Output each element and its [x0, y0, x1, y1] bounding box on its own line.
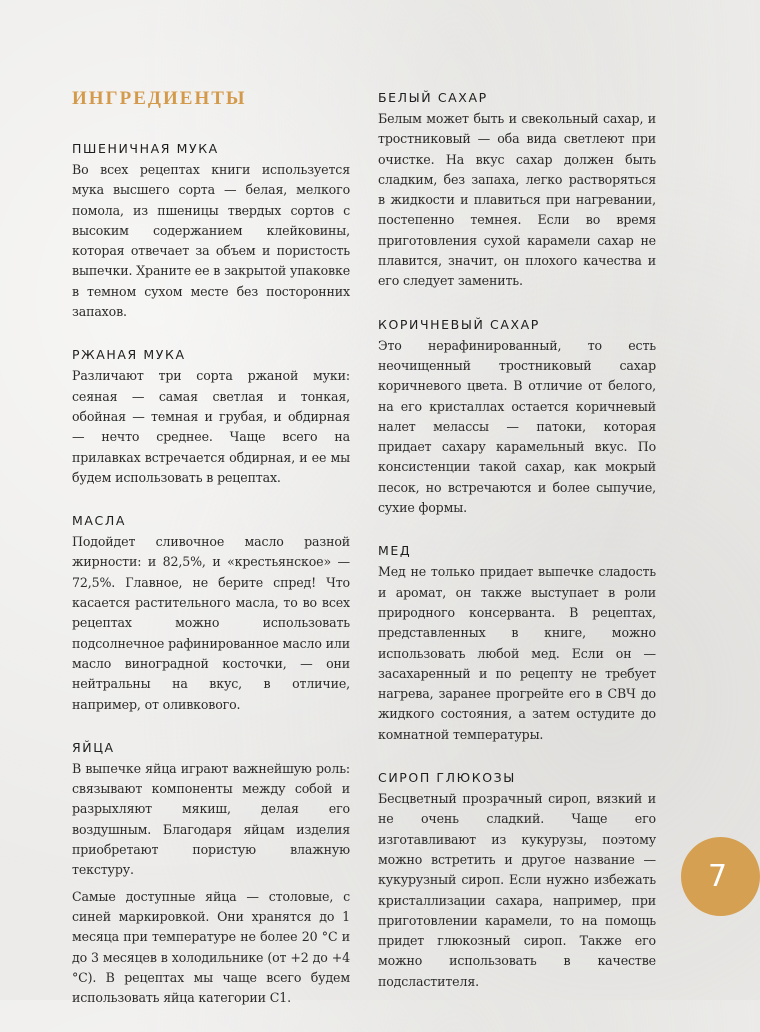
section-heading: ПШЕНИЧНАЯ МУКА [72, 141, 219, 156]
section-paragraph: Различают три сорта ржаной муки: сеяная — самая светлая и тонкая, обойная — темная и грубая, и обдирная — нечто среднее. Чаще всего на прилавках встречается обдирная, и ее мы будем использовать в рецептах. [72, 368, 350, 485]
page-number-badge: 7 [681, 837, 760, 916]
section-paragraph: Это нерафинированный, то есть неочищенный тростниковый сахар коричневого цвета. В отличие от белого, на его кристаллах остается коричневый налет мелассы — патоки, которая придает сахару карамельный вкус. По консистенции такой сахар, как мокрый песок, но встречаются и более сыпучие, сухие формы. [378, 337, 656, 516]
section-heading: ЯЙЦА [72, 739, 115, 755]
section-brown-sugar [378, 316, 656, 519]
section-paragraph: Подойдет сливочное масло разной жирности: и 82,5%, и «крестьянское» — 72,5%. Главное, не берите спред! Что касается растительного масла, то во всех рецептах можно использовать подсолнечное рафинированное масло или масло виноградной косточки, — они нейтральны на вкус, в отличие, например, от оливкового. [72, 534, 350, 712]
section-paragraph: Бесцветный прозрачный сироп, вязкий и не очень сладкий. Чаще его изготавливают из кукурузы, поэтому можно встретить и другое название — кукурузный сироп. Если нужно избежать кристаллизации сахара, например, при приготовлении карамели, то на помощь придет глюкозный сироп. Также его можно использовать в качестве подсластителя. [378, 791, 656, 989]
section-white-sugar [378, 89, 656, 292]
left-column [72, 140, 350, 1032]
section-rye-flour [72, 346, 350, 488]
section-oils [72, 512, 350, 715]
section-wheat-flour [72, 140, 350, 322]
section-glucose-syrup [378, 769, 656, 992]
section-paragraph: Самые доступные яйца — столовые, с синей маркировкой. Они хранятся до 1 месяца при температуре не более 20 °С и до 3 месяцев в холодильнике (от +2 до +4 °С). В рецептах мы чаще всего будем использовать яйца категории С1. [72, 888, 350, 1006]
section-honey [378, 542, 656, 745]
section-heading: БЕЛЫЙ САХАР [378, 90, 488, 105]
section-heading: КОРИЧНЕВЫЙ САХАР [378, 316, 540, 332]
section-paragraph: Во всех рецептах книги используется мука высшего сорта — белая, мелкого помола, из пшеницы твердых сортов с высоким содержанием клейковины, которая отвечает за объем и пористость выпечки. Храните ее в закрытой упаковке в темном сухом месте без посторонних запахов. [72, 162, 350, 320]
section-heading: СИРОП ГЛЮКОЗЫ [378, 770, 516, 786]
section-eggs [72, 739, 350, 1009]
right-column [378, 89, 656, 1016]
page-title: ИНГРЕДИЕНТЫ [72, 88, 247, 109]
section-heading: РЖАНАЯ МУКА [72, 347, 186, 363]
section-paragraph: Мед не только придает выпечке сладость и аромат, он также выступает в роли природного консерванта. В рецептах, представленных в книге, можно использовать любой мед. Если он — засахаренный и по рецепту не требует нагрева, заранее прогрейте его в СВЧ до жидкого состояния, а затем остудите до комнатной температуры. [378, 564, 656, 742]
section-heading: МЕД [378, 543, 412, 559]
section-heading: МАСЛА [72, 513, 127, 529]
section-paragraph: Белым может быть и свекольный сахар, и тростниковый — оба вида светлеют при очистке. На вкус сахар должен быть сладким, без запаха, легко растворяться в жидкости и плавиться при нагревании, постепенно темнея. Если во время приготовления сухой карамели сахар не плавится, значит, он плохого качества и его следует заменить. [378, 111, 656, 289]
section-paragraph: В выпечке яйца играют важнейшую роль: связывают компоненты между собой и разрыхляют мякиш, делая его воздушным. Благодаря яйцам изделия приобретают пористую влажную текстуру. [72, 760, 350, 878]
